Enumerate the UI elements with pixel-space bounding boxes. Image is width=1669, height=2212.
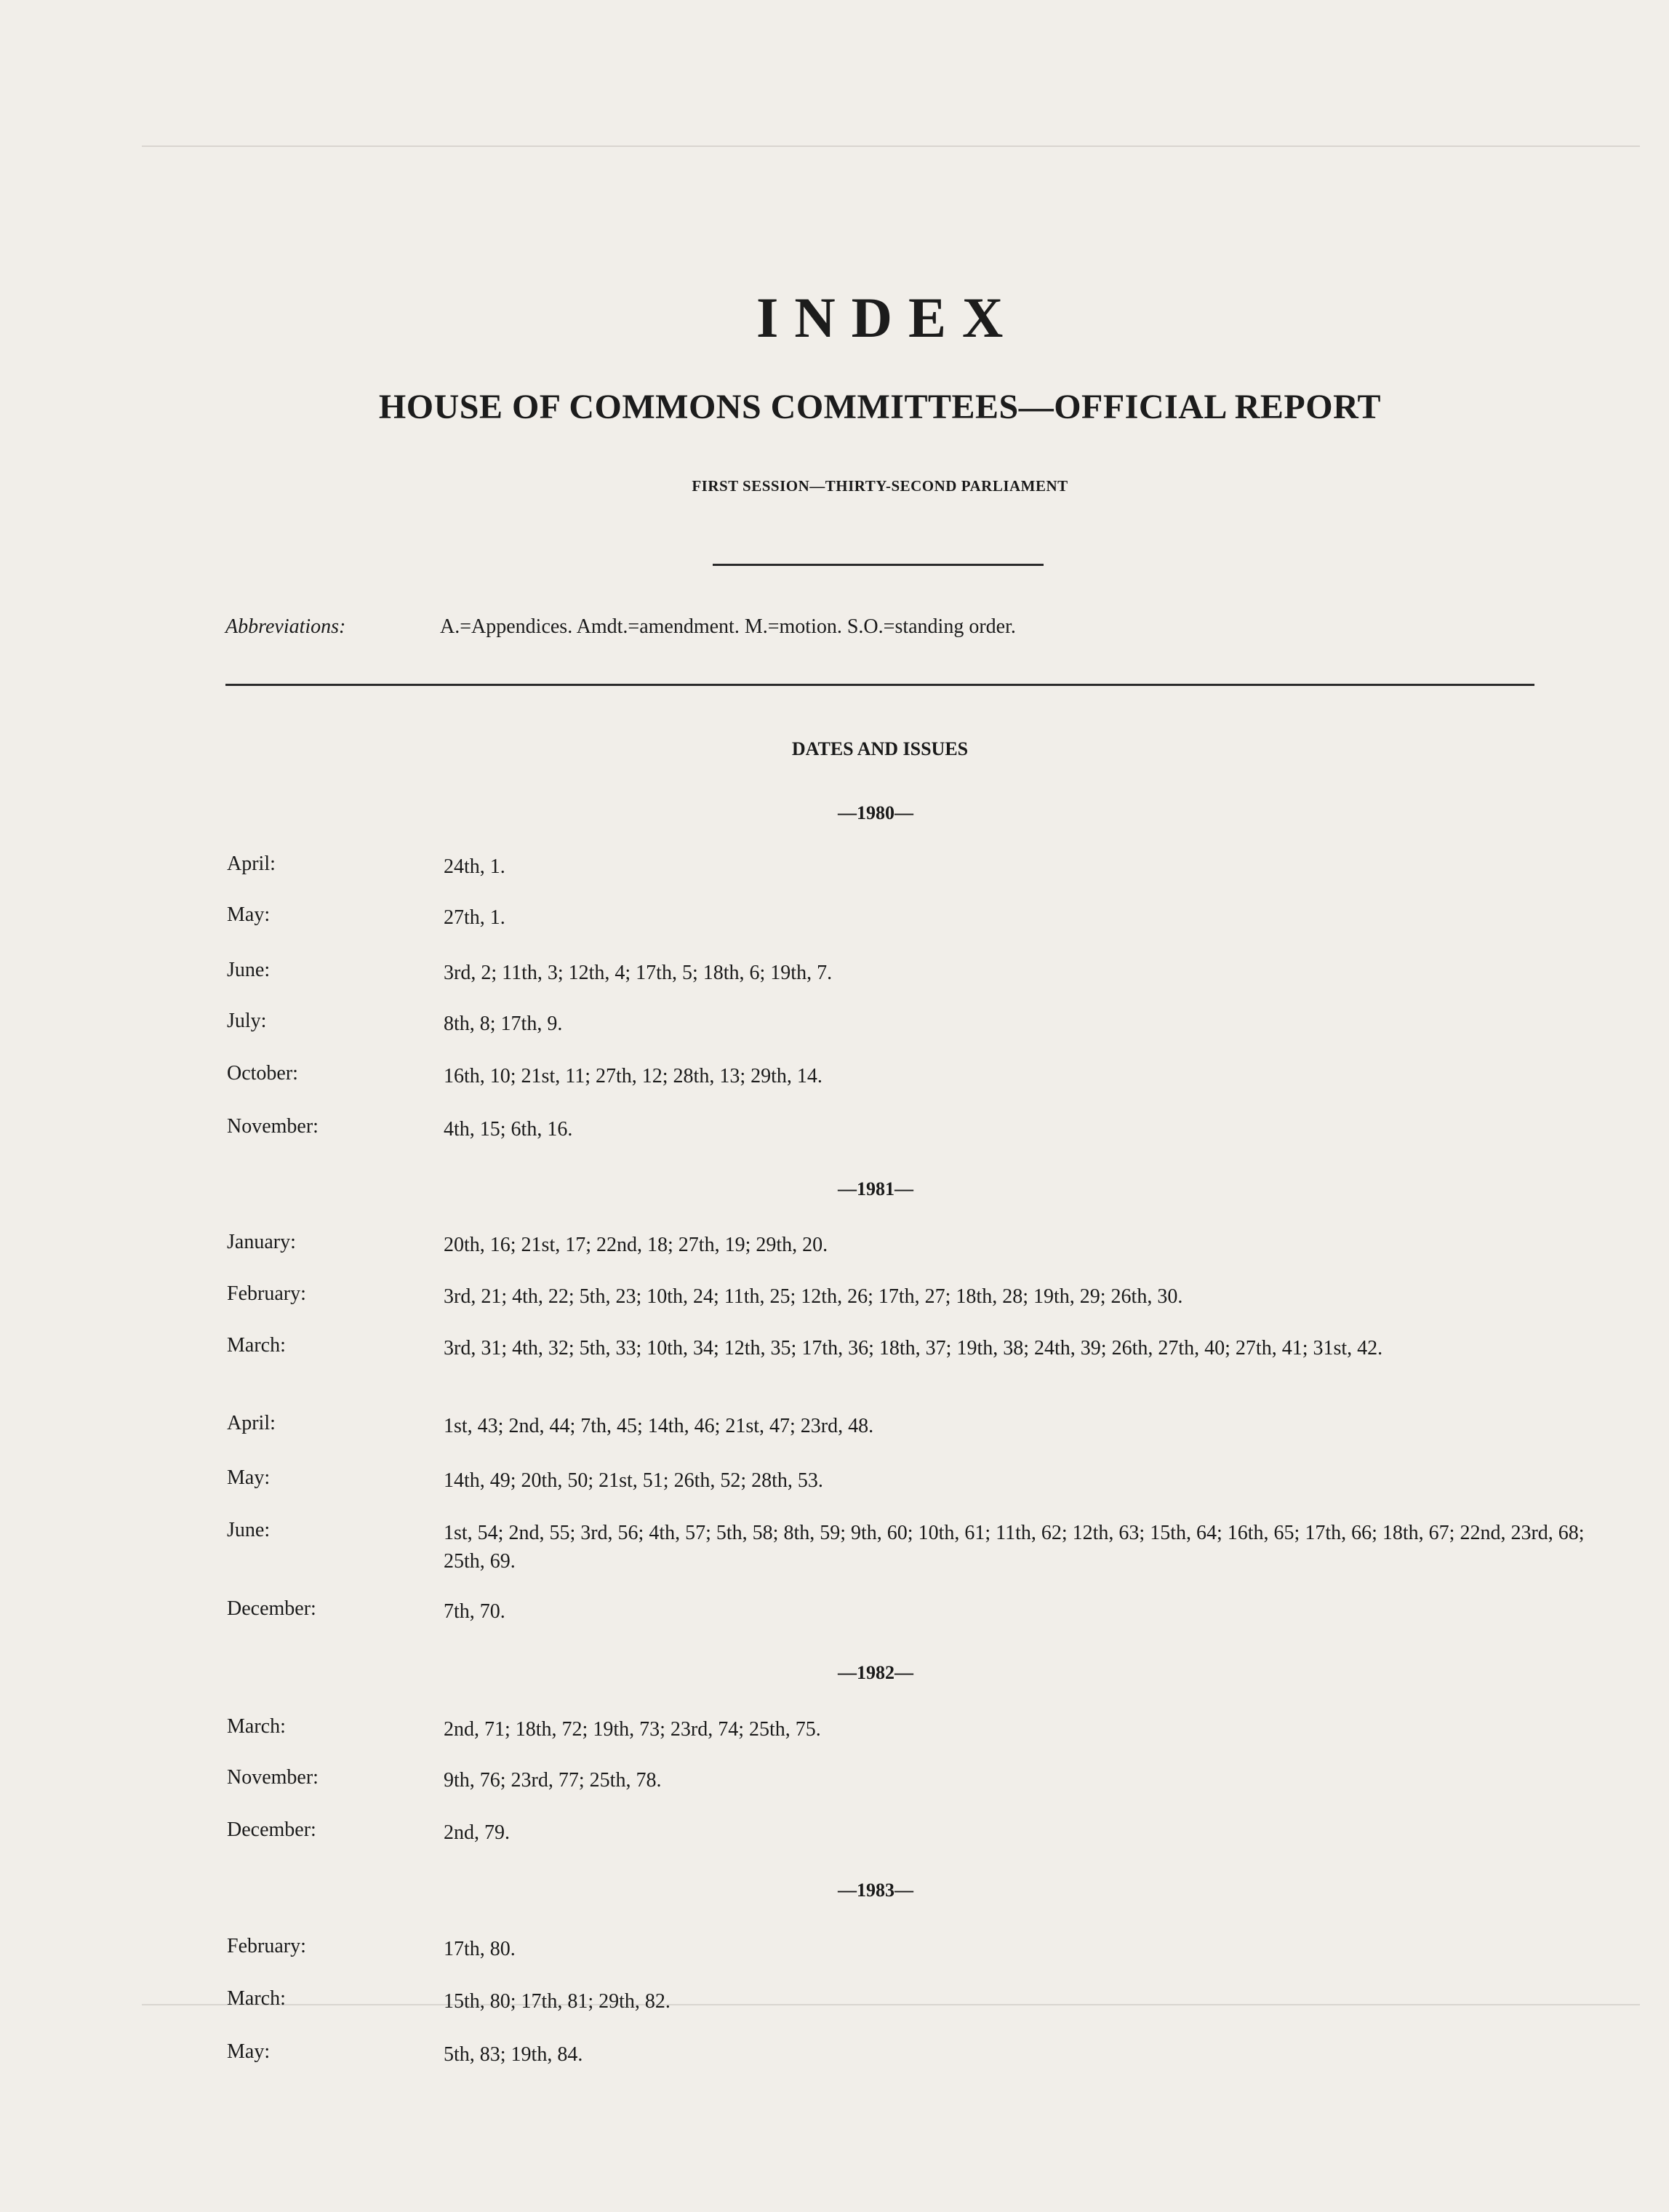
month-label: December: (227, 1597, 316, 1620)
issue-list: 24th, 1. (444, 855, 505, 878)
month-label: February: (227, 1935, 306, 1957)
month-label: February: (227, 1282, 306, 1305)
month-label: June: (227, 1519, 271, 1541)
dates-and-issues-heading: DATES AND ISSUES (791, 738, 969, 759)
session-subtitle: FIRST SESSION—THIRTY-SECOND PARLIAMENT (692, 477, 1068, 495)
year-heading-1982: —1982— (838, 1662, 913, 1683)
issue-list: 27th, 1. (444, 906, 505, 929)
month-label: May: (227, 2040, 271, 2063)
month-label: April: (227, 1412, 276, 1434)
month-label: March: (227, 1715, 286, 1738)
month-label: May: (227, 1466, 271, 1489)
title-divider (713, 564, 1044, 566)
issue-list: 8th, 8; 17th, 9. (444, 1013, 563, 1035)
issue-list: 3rd, 21; 4th, 22; 5th, 23; 10th, 24; 11th, 25; 12th, 26; 17th, 27; 18th, 28; 19th, 29; 26th, 30. (444, 1285, 1183, 1308)
month-label: November: (227, 1115, 319, 1138)
month-label: October: (227, 1062, 298, 1085)
month-label: January: (227, 1231, 296, 1253)
month-label: May: (227, 903, 271, 926)
month-label: March: (227, 1334, 286, 1357)
month-label: April: (227, 853, 276, 875)
issue-list: 2nd, 79. (444, 1821, 510, 1844)
month-label: June: (227, 959, 271, 981)
year-heading-1981: —1981— (838, 1178, 913, 1199)
issue-list: 7th, 70. (444, 1600, 505, 1623)
issue-list: 16th, 10; 21st, 11; 27th, 12; 28th, 13; 29th, 14. (444, 1065, 823, 1087)
issue-list: 15th, 80; 17th, 81; 29th, 82. (444, 1990, 671, 2013)
month-label: March: (227, 1987, 286, 2010)
abbreviations-divider (225, 684, 1534, 686)
issue-list: 1st, 54; 2nd, 55; 3rd, 56; 4th, 57; 5th, 58; 8th, 59; 9th, 60; 10th, 61; 11th, 62; 12th, 63; 15th, 64; 16th, 65; 17th, 66; 18th, 67; 22nd, 23rd, 68; 25th, 69. (444, 1522, 1585, 1573)
month-label: July: (227, 1010, 267, 1032)
report-title: HOUSE OF COMMONS COMMITTEES—OFFICIAL REPORT (378, 388, 1382, 426)
issue-list: 14th, 49; 20th, 50; 21st, 51; 26th, 52; 28th, 53. (444, 1469, 823, 1492)
year-heading-1983: —1983— (838, 1880, 913, 1901)
issue-list: 3rd, 31; 4th, 32; 5th, 33; 10th, 34; 12th, 35; 17th, 36; 18th, 37; 19th, 38; 24th, 39; 26th, 27th, 40; 27th, 41; 31st, 42. (444, 1337, 1383, 1359)
abbreviations-label: Abbreviations: (225, 615, 346, 638)
year-heading-1980: —1980— (838, 802, 913, 823)
month-label: November: (227, 1766, 319, 1789)
issue-list: 9th, 76; 23rd, 77; 25th, 78. (444, 1769, 662, 1792)
issue-list: 17th, 80. (444, 1938, 516, 1960)
issue-list: 20th, 16; 21st, 17; 22nd, 18; 27th, 19; 29th, 20. (444, 1234, 828, 1256)
abbreviations-text: A.=Appendices. Amdt.=amendment. M.=motion. S.O.=standing order. (440, 615, 1016, 638)
issue-list: 4th, 15; 6th, 16. (444, 1118, 573, 1141)
issue-list: 2nd, 71; 18th, 72; 19th, 73; 23rd, 74; 25th, 75. (444, 1718, 821, 1741)
issue-list: 1st, 43; 2nd, 44; 7th, 45; 14th, 46; 21st, 47; 23rd, 48. (444, 1415, 874, 1437)
issue-list: 3rd, 2; 11th, 3; 12th, 4; 17th, 5; 18th, 6; 19th, 7. (444, 962, 833, 984)
issue-list: 5th, 83; 19th, 84. (444, 2043, 583, 2066)
index-title: INDEX (756, 286, 1020, 349)
month-label: December: (227, 1818, 316, 1841)
